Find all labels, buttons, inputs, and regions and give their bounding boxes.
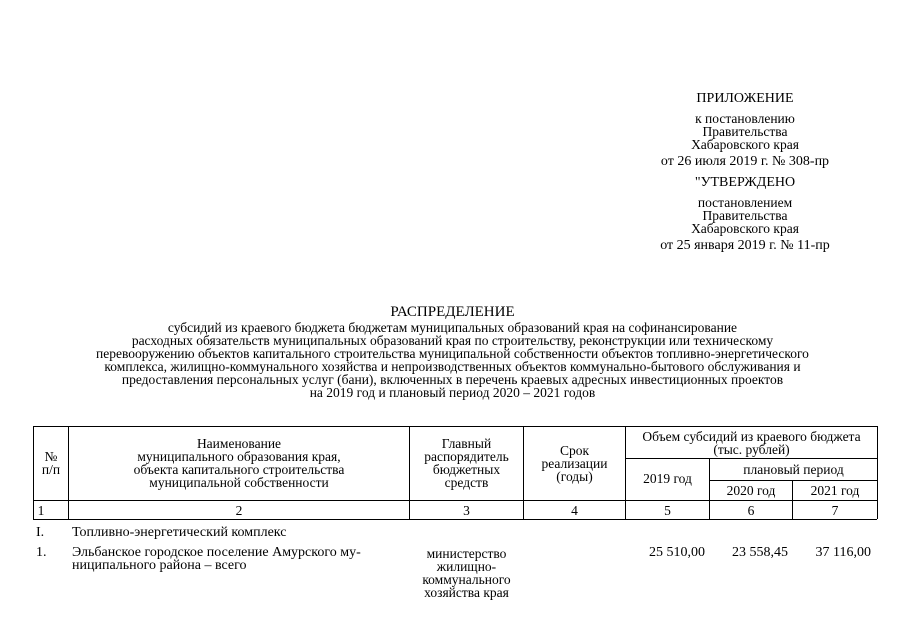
table-border xyxy=(33,426,877,427)
header-text: Объем субсидий из краевого бюджета xyxy=(642,429,861,444)
appendix-line: Хабаровского края xyxy=(691,221,799,236)
header-text: бюджетных xyxy=(432,462,501,477)
column-number: 6 xyxy=(747,503,755,518)
header-plan-period: плановый период xyxy=(743,462,844,477)
row-value-2021: 37 116,00 xyxy=(815,545,871,560)
column-number: 3 xyxy=(463,503,470,518)
table-border xyxy=(33,500,877,501)
header-manager xyxy=(410,437,523,489)
row-name-line: ниципального района – всего xyxy=(72,558,247,573)
header-text: п/п xyxy=(41,462,61,477)
row-value-2019: 25 510,00 xyxy=(649,545,705,560)
document-subtitle-line: на 2019 год и плановый период 2020 – 2021 годов xyxy=(309,385,596,400)
table-border xyxy=(625,458,877,459)
appendix-date: от 26 июля 2019 г. № 308-пр xyxy=(660,154,830,169)
header-text: Срок xyxy=(559,443,590,458)
appendix-title: ПРИЛОЖЕНИЕ xyxy=(696,91,794,106)
appendix-line: Правительства xyxy=(702,208,788,223)
section-number: I. xyxy=(36,525,45,540)
document-subtitle-line: предоставления персональных услуг (бани), включенных в перечень краевых адресных инвестиционных проектов xyxy=(121,372,784,387)
table-border xyxy=(33,519,877,520)
header-text: Главный xyxy=(441,436,492,451)
header-term xyxy=(524,444,625,483)
header-text: (тыс. рублей) xyxy=(713,442,790,457)
column-number: 7 xyxy=(831,503,839,518)
column-number: 4 xyxy=(571,503,578,518)
header-year-2019: 2019 год xyxy=(643,471,692,486)
header-text: муниципального образования края, xyxy=(137,449,341,464)
appendix-line: Правительства xyxy=(702,124,788,139)
document-subtitle-line: перевооружению объектов капитального строительства муниципальной собственности объектов топливно-энергетического xyxy=(96,346,809,361)
row-manager-line: хозяйства края xyxy=(424,585,509,600)
header-text: № xyxy=(44,449,58,464)
table-border xyxy=(709,480,877,481)
document-subtitle-line: субсидий из краевого бюджета бюджетам муниципальных образований края на софинансирование xyxy=(167,320,738,335)
header-text: распорядитель xyxy=(424,449,509,464)
row-manager-line: жилищно- xyxy=(436,559,497,574)
document-subtitle-line: расходных обязательств муниципальных образований края по строительству, реконструкции или техническому xyxy=(131,333,774,348)
appendix-line: к постановлению xyxy=(695,111,795,126)
section-name: Топливно-энергетический комплекс xyxy=(72,525,287,540)
header-no xyxy=(34,450,68,476)
column-number: 2 xyxy=(235,503,243,518)
row-name-line: Эльбанское городское поселение Амурского му- xyxy=(72,545,361,560)
appendix-date: от 25 января 2019 г. № 11-пр xyxy=(660,238,830,253)
row-manager-line: коммунального xyxy=(422,572,511,587)
header-text: объекта капитального строительства xyxy=(133,462,345,477)
appendix-line: постановлением xyxy=(697,195,793,210)
header-volume xyxy=(626,430,877,456)
row-manager-line: министерство xyxy=(426,546,507,561)
approved-label: "УТВЕРЖДЕНО xyxy=(694,175,796,190)
header-text: средств xyxy=(444,475,489,490)
row-value-2020: 23 558,45 xyxy=(732,545,788,560)
header-text: Наименование xyxy=(196,436,282,451)
row-manager xyxy=(410,547,523,599)
column-number: 5 xyxy=(664,503,671,518)
column-number: 1 xyxy=(37,503,45,518)
header-year-2020: 2020 год xyxy=(726,483,776,498)
document-title: РАСПРЕДЕЛЕНИЕ xyxy=(390,304,515,320)
header-text: реализации xyxy=(541,456,608,471)
header-name xyxy=(69,437,409,489)
header-year-2021: 2021 год xyxy=(810,483,860,498)
table-border xyxy=(877,426,878,519)
row-number: 1. xyxy=(36,545,47,560)
document-subtitle-line: комплекса, жилищно-коммунального хозяйства и непроизводственных объектов коммунально-бытового обслуживания и xyxy=(104,359,801,374)
header-text: муниципальной собственности xyxy=(149,475,329,490)
header-text: (годы) xyxy=(556,469,593,484)
appendix-line: Хабаровского края xyxy=(691,137,799,152)
